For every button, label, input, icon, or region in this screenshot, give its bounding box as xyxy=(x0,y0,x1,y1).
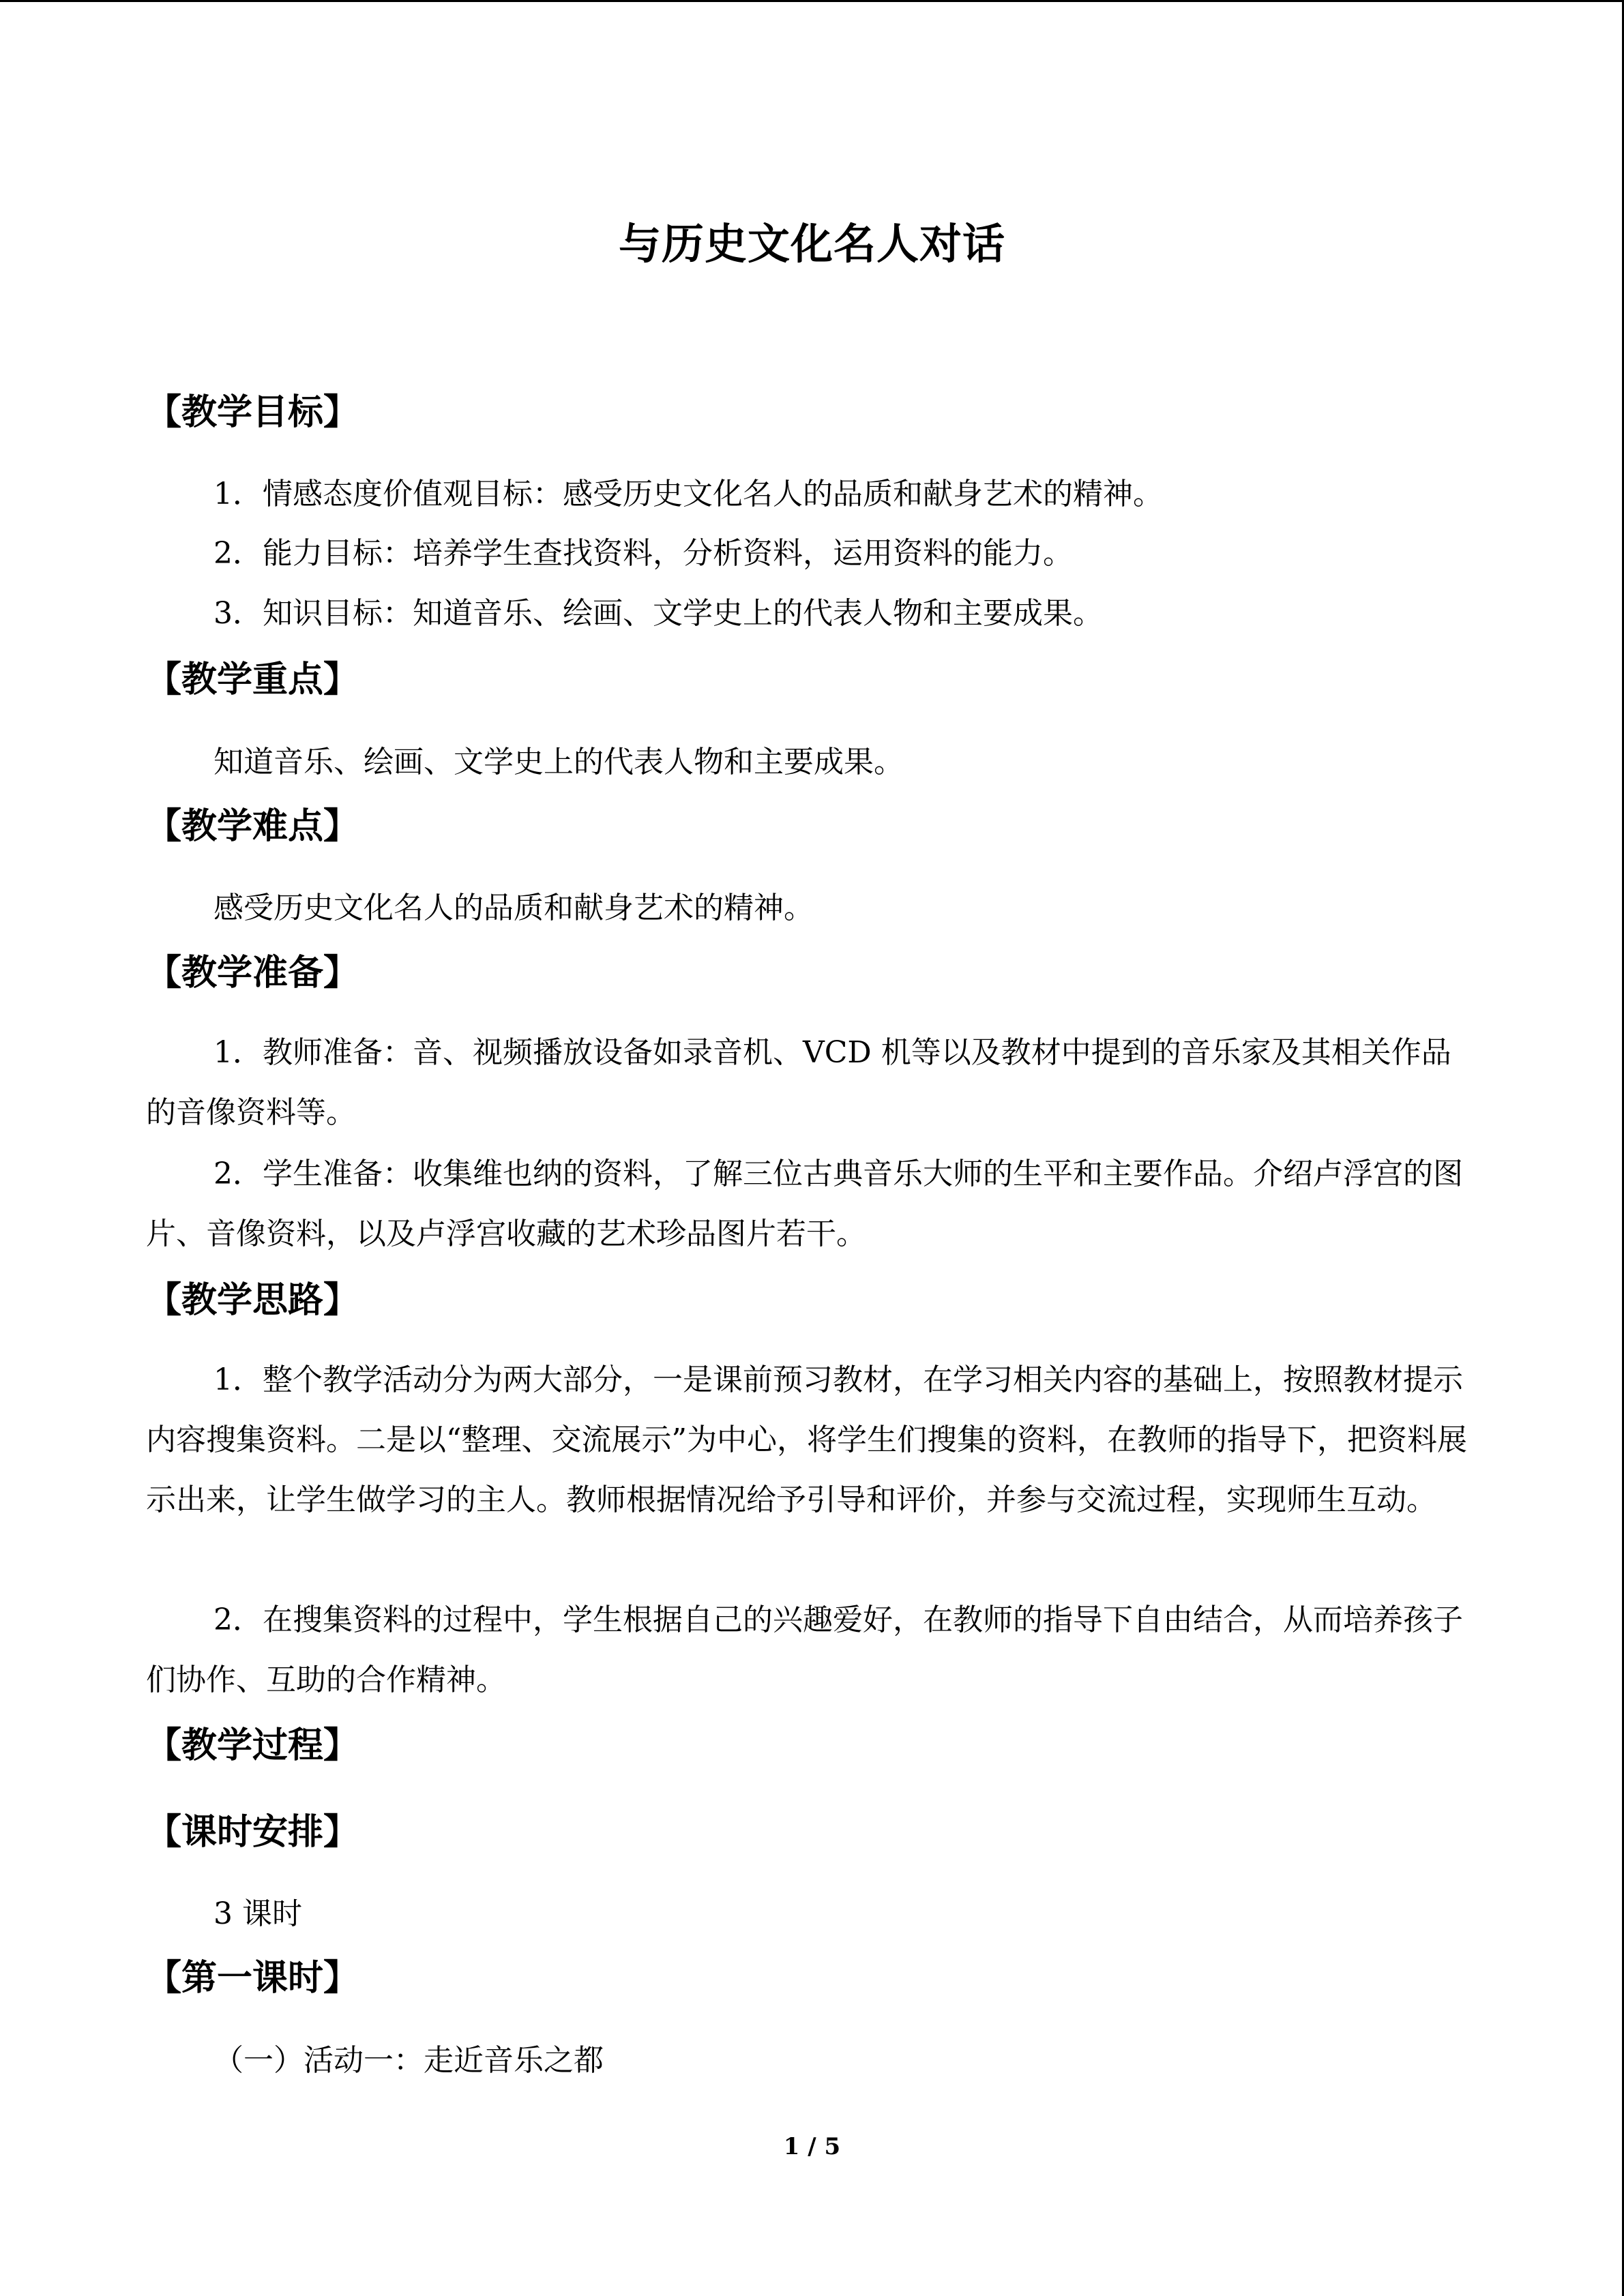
heading-lesson-one: 【第一课时】 xyxy=(146,1957,359,1999)
heading-key-points: 【教学重点】 xyxy=(146,659,359,700)
goal-item-2: 2．能力目标：培养学生查找资料，分析资料，运用资料的能力。 xyxy=(213,536,1073,571)
heading-approach: 【教学思路】 xyxy=(146,1279,359,1321)
key-points-text: 知道音乐、绘画、文学史上的代表人物和主要成果。 xyxy=(213,745,904,779)
heading-preparation: 【教学准备】 xyxy=(146,952,359,994)
document-title: 与历史文化名人对话 xyxy=(618,219,1005,269)
preparation-item-2: 2．学生准备：收集维也纳的资料，了解三位古典音乐大师的生平和主要作品。介绍卢浮宫的图片、音像资料，以及卢浮宫收藏的艺术珍品图片若干。 xyxy=(146,1157,1463,1251)
approach-item-2: 2．在搜集资料的过程中，学生根据自己的兴趣爱好，在教师的指导下自由结合，从而培养孩子们协作、互助的合作精神。 xyxy=(146,1602,1463,1697)
heading-goals: 【教学目标】 xyxy=(146,391,359,433)
goal-item-3: 3．知识目标：知道音乐、绘画、文学史上的代表人物和主要成果。 xyxy=(213,596,1103,631)
preparation-item-1: 1．教师准备：音、视频播放设备如录音机、VCD 机等以及教材中提到的音乐家及其相关作品的音像资料等。 xyxy=(146,1035,1451,1130)
goal-item-1: 1．情感态度价值观目标：感受历史文化名人的品质和献身艺术的精神。 xyxy=(213,477,1163,511)
heading-schedule: 【课时安排】 xyxy=(146,1811,359,1853)
lesson-one-activity: （一）活动一：走近音乐之都 xyxy=(213,2043,604,2078)
page-border-top xyxy=(0,0,1624,2)
schedule-text: 3 课时 xyxy=(213,1896,302,1931)
heading-process: 【教学过程】 xyxy=(146,1725,359,1766)
difficulties-text: 感受历史文化名人的品质和献身艺术的精神。 xyxy=(213,891,814,925)
heading-difficulties: 【教学难点】 xyxy=(146,805,359,847)
approach-item-1: 1．整个教学活动分为两大部分，一是课前预习教材，在学习相关内容的基础上，按照教材提示内容搜集资料。二是以“整理、交流展示”为中心，将学生们搜集的资料，在教师的指导下，把资料展示出来，让学生做学习的主人。教师根据情况给予引导和评价，并参与交流过程，实现师生互动。 xyxy=(146,1362,1467,1517)
page-number: 1 / 5 xyxy=(783,2133,841,2160)
